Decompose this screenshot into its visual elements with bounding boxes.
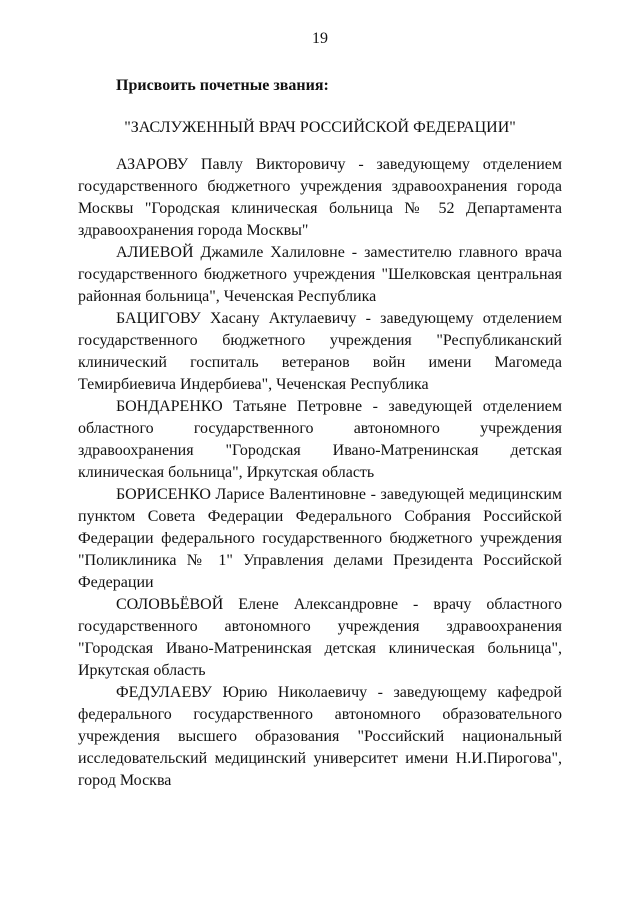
paragraph-line: районная больница", Чеченская Республика xyxy=(78,288,377,305)
awardee-paragraph xyxy=(78,594,562,682)
paragraph-line: Иркутская область xyxy=(78,662,206,679)
paragraph-line: государственного бюджетного учреждения "Республиканский xyxy=(78,332,562,349)
awardee-paragraph xyxy=(78,484,562,594)
paragraph-line: областного государственного автономного учреждения xyxy=(78,420,562,437)
paragraph-line: "Поликлиника № 1" Управления делами Президента Российской xyxy=(78,552,562,569)
awardee-paragraph xyxy=(78,242,562,308)
awardee-paragraph xyxy=(78,154,562,242)
paragraph-line: БАЦИГОВУ Хасану Актулаевичу - заведующему отделением xyxy=(116,310,562,327)
paragraph-line: Федерации федерального государственного бюджетного учреждения xyxy=(78,530,562,547)
paragraph-line: исследовательский медицинский университет имени Н.И.Пирогова", xyxy=(78,750,562,767)
paragraph-line: БОРИСЕНКО Ларисе Валентиновне - заведующей медицинским xyxy=(116,486,562,503)
awardee-paragraph xyxy=(78,396,562,484)
paragraph-line: государственного бюджетного учреждения "Шелковская центральная xyxy=(78,266,562,283)
awardee-paragraph xyxy=(78,682,562,792)
paragraph-line: АЛИЕВОЙ Джамиле Халиловне - заместителю главного врача xyxy=(116,244,562,261)
awardee-list xyxy=(78,154,562,792)
paragraph-line: СОЛОВЬЁВОЙ Елене Александровне - врачу областного xyxy=(116,596,562,613)
paragraph-line: Федерации xyxy=(78,574,154,591)
paragraph-line: пунктом Совета Федерации Федерального Собрания Российской xyxy=(78,508,562,525)
paragraph-line: ФЕДУЛАЕВУ Юрию Николаевичу - заведующему кафедрой xyxy=(116,684,562,701)
paragraph-line: клиническая больница", Иркутская область xyxy=(78,464,375,481)
paragraph-line: АЗАРОВУ Павлу Викторовичу - заведующему отделением xyxy=(116,156,562,173)
award-title: "ЗАСЛУЖЕННЫЙ ВРАЧ РОССИЙСКОЙ ФЕДЕРАЦИИ" xyxy=(124,119,516,136)
paragraph-line: здравоохранения "Городская Ивано-Матренинская детская xyxy=(78,442,562,459)
paragraph-line: учреждения высшего образования "Российский национальный xyxy=(78,728,562,745)
paragraph-line: государственного бюджетного учреждения здравоохранения города xyxy=(78,178,562,195)
paragraph-line: федерального государственного автономного образовательного xyxy=(78,706,562,723)
paragraph-line: государственного автономного учреждения здравоохранения xyxy=(78,618,562,635)
paragraph-line: Москвы "Городская клиническая больница № 52 Департамента xyxy=(78,200,562,217)
paragraph-line: клинический госпиталь ветеранов войн имени Магомеда xyxy=(78,354,562,371)
awardee-paragraph xyxy=(78,308,562,396)
section-heading: Присвоить почетные звания: xyxy=(116,77,329,94)
paragraph-line: Темирбиевича Индербиева", Чеченская Республика xyxy=(78,376,429,393)
paragraph-line: "Городская Ивано-Матренинская детская клиническая больница", xyxy=(78,640,562,657)
paragraph-line: БОНДАРЕНКО Татьяне Петровне - заведующей отделением xyxy=(116,398,562,415)
paragraph-line: здравоохранения города Москвы" xyxy=(78,222,309,239)
paragraph-line: город Москва xyxy=(78,772,172,789)
page-number: 19 xyxy=(312,30,328,47)
